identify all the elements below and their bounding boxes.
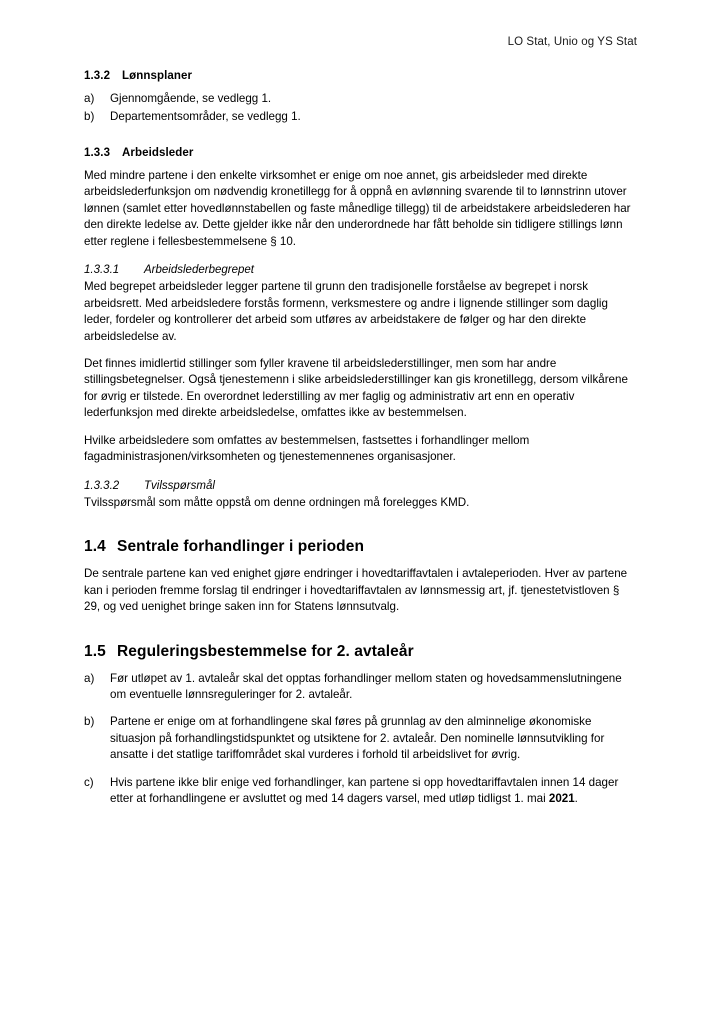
list-text: Før utløpet av 1. avtaleår skal det opptas forhandlinger mellom staten og hovedsammenslutningene om eventuelle lønnsreguleringer for 2. avtaleår. (110, 671, 622, 701)
heading-number: 1.3.2 (84, 70, 111, 82)
heading-number: 1.3.3.2 (84, 479, 120, 492)
list-marker: a) (84, 671, 95, 685)
list-text: Gjennomgående, se vedlegg 1. (110, 92, 272, 105)
heading-number: 1.3.3 (84, 146, 111, 159)
list-marker: b) (84, 715, 95, 729)
list-marker: c) (84, 775, 94, 789)
list-marker: a) (84, 92, 95, 105)
heading-number: 1.5 (84, 642, 106, 660)
heading-text: Lønnsplaner (122, 70, 193, 82)
list-item (84, 714, 637, 763)
paragraph-1-3-3: Med mindre partene i den enkelte virksomhet er enige om noe annet, gis arbeidsleder med direkte arbeidslederfunksjon om nødvendig kronetillegg for å oppnå en avlønning svarende til to lønnstrinn utover lønnen (samlet etter hovedlønnstabellen og faste månedlige tillegg) til de arbeidstakere arbeidslederen har den direkte ledelse av. Dette gjelder ikke når den underordnede har fått beholde sin tidligere stillings lønn etter reglene i fellesbestemmelsene § 10. (84, 168, 631, 248)
heading-number: 1.4 (84, 538, 106, 556)
list-item (84, 109, 637, 125)
paragraph-1-3-3-1-a: Med begrepet arbeidsleder legger partene til grunn den tradisjonelle forståelse av begrepet i norsk arbeidsrett. Med arbeidsledere forstås formenn, verksmestere og andre i lignende stillinger som daglig leder, fordeler og kontrollerer det arbeid som utføres av arbeidstakere de følger og har den direkte arbeidsledelse av. (84, 280, 608, 343)
list-text (110, 775, 637, 808)
paragraph-1-3-3-1-b: Det finnes imidlertid stillinger som fyller kravene til arbeidslederstillinger, men som har andre stillingsbetegnelser. Også tjenestemenn i slike arbeidslederstillinger kan gis kronetillegg, dersom vilkårene for øvrig er tilstede. En overordnet lederstilling av mer faglig og administrativ art enn en operativ lederfunksjon med direkte arbeidsledelse, omfattes ikke av bestemmelsen. (84, 356, 628, 420)
list-text: Departementsområder, se vedlegg 1. (110, 110, 301, 124)
heading-number: 1.3.3.1 (84, 264, 120, 277)
paragraph-1-4: De sentrale partene kan ved enighet gjøre endringer i hovedtariffavtalen i avtaleperioden. Hver av partene kan i perioden fremme forslag til endringer i hovedtariffavtalen av lønnsmessig art, jf. tjenestetvistloven § 29, og ved uenighet bringe saken inn for Statens lønnsutvalg. (84, 567, 628, 614)
list-text-bold: 2021 (548, 792, 575, 806)
heading-1-3-2 (84, 70, 637, 82)
list-1-3-2 (84, 91, 637, 126)
heading-1-3-3 (84, 147, 637, 159)
paragraph-1-3-3-1-c: Hvilke arbeidsledere som omfattes av bestemmelsen, fastsettes i forhandlinger mellom fagadministrasjonen/virksomheten og tjenestemennenes organisasjoner. (84, 433, 530, 464)
list-marker: b) (84, 110, 95, 124)
heading-text: Tvilsspørsmål (144, 479, 215, 492)
heading-1-3-3-2 (84, 480, 637, 492)
list-text-after: . (574, 792, 578, 806)
heading-text: Arbeidslederbegrepet (144, 264, 254, 277)
heading-text: Arbeidsleder (122, 146, 194, 159)
heading-1-3-3-1 (84, 264, 637, 276)
paragraph-1-3-3-2: Tvilsspørsmål som måtte oppstå om denne ordningen må forelegges KMD. (84, 495, 470, 509)
heading-1-4 (84, 538, 637, 556)
list-item (84, 91, 637, 107)
heading-1-5 (84, 643, 637, 661)
list-item (84, 775, 637, 808)
heading-text: Reguleringsbestemmelse for 2. avtaleår (117, 642, 414, 660)
list-text-before: Hvis partene ikke blir enige ved forhandlinger, kan partene si opp hovedtariffavtalen innen 14 dager etter at forhandlingene er avsluttet og med 14 dagers varsel, med utløp tidligst 1. mai (110, 775, 619, 806)
page-header: LO Stat, Unio og YS Stat (507, 36, 637, 48)
list-text: Partene er enige om at forhandlingene skal føres på grunnlag av den alminnelige økonomiske situasjon på forhandlingstidspunktet og utsiktene for 2. avtaleår. Den nominelle lønnsutvikling for ansatte i det statlige tariffområdet skal vurderes i forhold til arbeidslivet for øvrig. (110, 715, 605, 762)
list-1-5 (84, 671, 637, 808)
heading-text: Sentrale forhandlinger i perioden (117, 538, 365, 556)
list-item (84, 671, 637, 704)
